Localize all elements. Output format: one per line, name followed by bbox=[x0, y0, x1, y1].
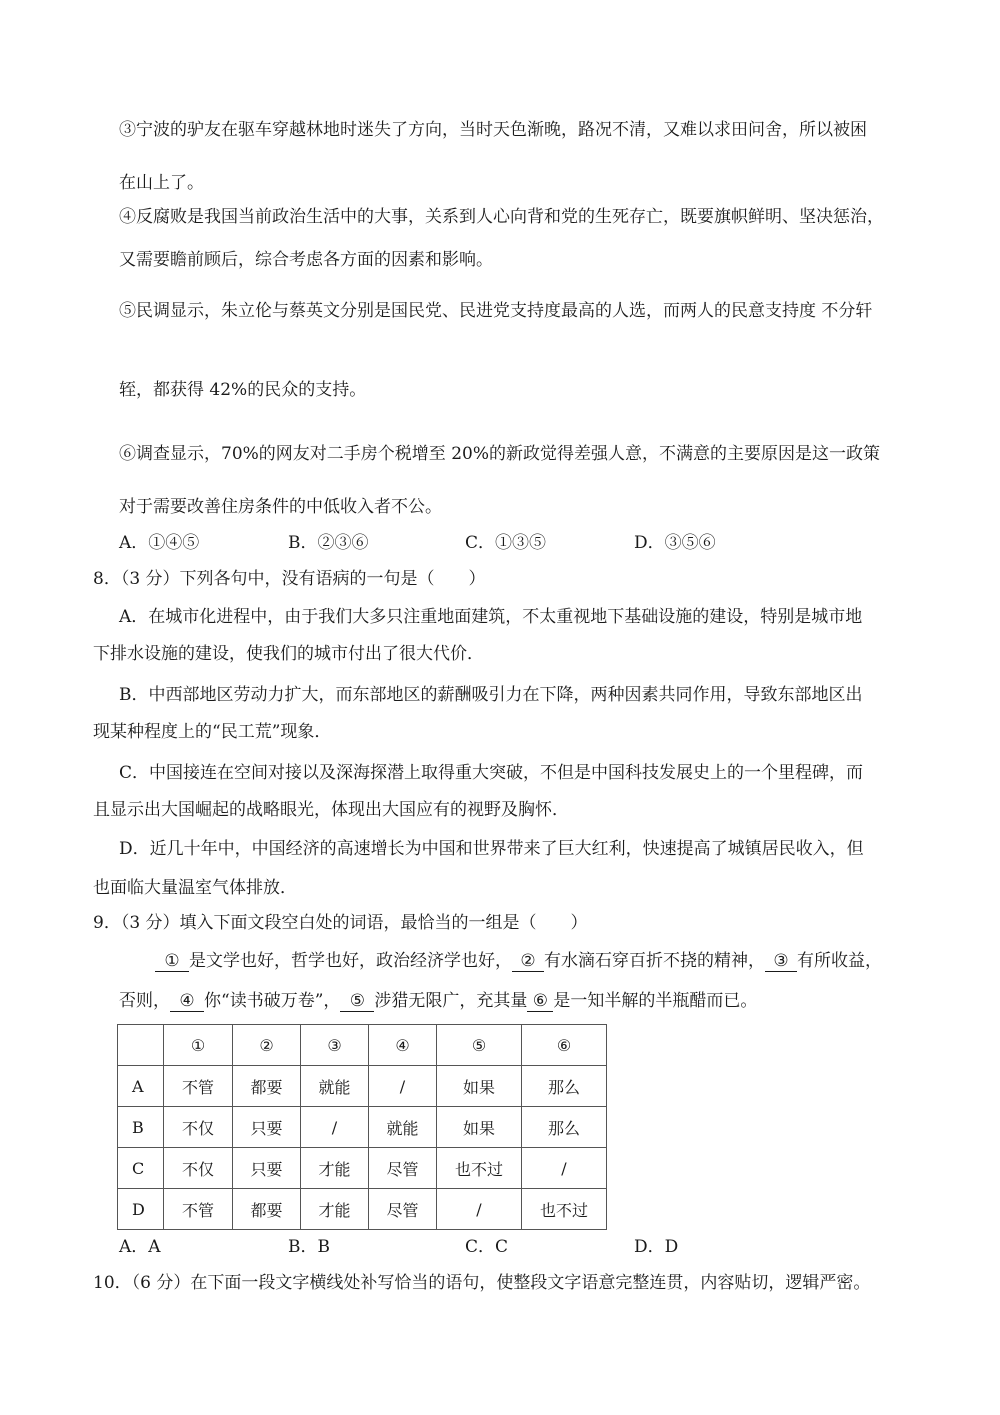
table-header-cell bbox=[118, 1025, 164, 1066]
table-cell: 尽管 bbox=[369, 1148, 437, 1189]
q9-blank-5[interactable]: ⑤ bbox=[340, 991, 374, 1012]
table-cell: 尽管 bbox=[369, 1189, 437, 1230]
q7-item4-line2: 又需要瞻前顾后，综合考虑各方面的因素和影响。 bbox=[119, 250, 493, 270]
q9-passage-text-3: 有所收益， bbox=[797, 951, 882, 971]
q9-blank-4[interactable]: ④ bbox=[170, 991, 204, 1012]
q8-option-b-line1: B．中西部地区劳动力扩大，而东部地区的薪酬吸引力在下降，两种因素共同作用，导致东部地区出 bbox=[119, 685, 863, 705]
q9-passage-text-2: 有水滴石穿百折不挠的精神， bbox=[544, 951, 765, 971]
table-cell: 也不过 bbox=[437, 1148, 522, 1189]
table-cell: 只要 bbox=[233, 1148, 301, 1189]
q9-stem: 9．（3 分）填入下面文段空白处的词语，最恰当的一组是（ ） bbox=[93, 913, 588, 933]
q7-item5-line2: 轾，都获得 42%的民众的支持。 bbox=[119, 380, 367, 400]
q7-item6-line2: 对于需要改善住房条件的中低收入者不公。 bbox=[119, 497, 442, 517]
q8-option-a-line2: 下排水设施的建设，使我们的城市付出了很大代价． bbox=[93, 644, 484, 664]
table-cell: / bbox=[369, 1066, 437, 1107]
q9-passage-text-4: 否则， bbox=[119, 991, 170, 1011]
table-header-row bbox=[118, 1025, 607, 1066]
table-row bbox=[118, 1189, 607, 1230]
table-cell: 都要 bbox=[233, 1189, 301, 1230]
q9-passage-line2 bbox=[119, 990, 757, 1012]
q9-passage-text-5: 你“读书破万卷”， bbox=[204, 991, 341, 1011]
table-cell: 如果 bbox=[437, 1066, 522, 1107]
table-cell: 都要 bbox=[233, 1066, 301, 1107]
q8-stem: 8．（3 分）下列各句中，没有语病的一句是（ ） bbox=[93, 569, 486, 589]
q7-item4-line1: ④反腐败是我国当前政治生活中的大事，关系到人心向背和党的生死存亡，既要旗帜鲜明、坚决惩治， bbox=[119, 207, 884, 227]
table-cell: 才能 bbox=[301, 1148, 369, 1189]
q9-option-c[interactable]: C．C bbox=[465, 1237, 509, 1257]
q9-passage-text-6: 涉猎无限广，充其量 bbox=[374, 991, 528, 1011]
q9-passage-text-7: 是一知半解的半瓶醋而已。 bbox=[553, 991, 758, 1011]
q10-stem: 10．（6 分）在下面一段文字横线处补写恰当的语句，使整段文字语意完整连贯，内容贴切，逻辑严密。 bbox=[93, 1273, 871, 1293]
table-cell: / bbox=[301, 1107, 369, 1148]
table-cell: 不管 bbox=[164, 1189, 233, 1230]
table-cell: 也不过 bbox=[522, 1189, 607, 1230]
table-row bbox=[118, 1107, 607, 1148]
q7-item6-line1: ⑥调查显示，70%的网友对二手房个税增至 20%的新政觉得差强人意，不满意的主要原因是这一政策 bbox=[119, 444, 880, 464]
table-header-cell: ④ bbox=[369, 1025, 437, 1066]
q9-blank-1[interactable]: ① bbox=[155, 951, 189, 972]
table-row bbox=[118, 1066, 607, 1107]
table-cell: 那么 bbox=[522, 1066, 607, 1107]
table-cell: / bbox=[522, 1148, 607, 1189]
table-header-cell: ⑤ bbox=[437, 1025, 522, 1066]
table-cell: 不仅 bbox=[164, 1107, 233, 1148]
q9-blank-3[interactable]: ③ bbox=[765, 951, 797, 972]
table-header-cell: ① bbox=[164, 1025, 233, 1066]
q8-option-d-line1: D．近几十年中，中国经济的高速增长为中国和世界带来了巨大红利，快速提高了城镇居民收入，但 bbox=[119, 839, 864, 859]
table-header-cell: ⑥ bbox=[522, 1025, 607, 1066]
q7-option-b[interactable]: B．②③⑥ bbox=[288, 533, 369, 553]
q9-answer-table bbox=[117, 1024, 607, 1230]
table-cell: 就能 bbox=[301, 1066, 369, 1107]
q7-option-a[interactable]: A．①④⑤ bbox=[119, 533, 200, 553]
table-cell: 那么 bbox=[522, 1107, 607, 1148]
q7-item3-line2: 在山上了。 bbox=[119, 173, 204, 193]
q8-option-d-line2: 也面临大量温室气体排放． bbox=[93, 878, 297, 898]
table-row-label: A bbox=[118, 1066, 164, 1107]
table-cell: / bbox=[437, 1189, 522, 1230]
q9-passage-text-1: 是文学也好，哲学也好，政治经济学也好， bbox=[189, 951, 512, 971]
table-cell: 就能 bbox=[369, 1107, 437, 1148]
table-header-cell: ② bbox=[233, 1025, 301, 1066]
q9-option-b[interactable]: B．B bbox=[288, 1237, 330, 1257]
table-row-label: C bbox=[118, 1148, 164, 1189]
q9-option-d[interactable]: D．D bbox=[634, 1237, 679, 1257]
q8-option-b-line2: 现某种程度上的“民工荒”现象． bbox=[93, 722, 332, 742]
q7-option-c[interactable]: C．①③⑤ bbox=[465, 533, 547, 553]
q9-blank-2[interactable]: ② bbox=[512, 951, 544, 972]
q8-option-c-line1: C．中国接连在空间对接以及深海探潜上取得重大突破，不但是中国科技发展史上的一个里程碑，而 bbox=[119, 763, 864, 783]
table-header-cell: ③ bbox=[301, 1025, 369, 1066]
q9-blank-6[interactable]: ⑥ bbox=[527, 991, 553, 1012]
q8-option-c-line2: 且显示出大国崛起的战略眼光，体现出大国应有的视野及胸怀． bbox=[93, 800, 569, 820]
table-row-label: B bbox=[118, 1107, 164, 1148]
q9-option-a[interactable]: A．A bbox=[119, 1237, 161, 1257]
table-row bbox=[118, 1148, 607, 1189]
q7-item5-line1: ⑤民调显示，朱立伦与蔡英文分别是国民党、民进党支持度最高的人选，而两人的民意支持度 不分轩 bbox=[119, 301, 873, 321]
q9-passage-line1 bbox=[155, 950, 882, 972]
table-cell: 不仅 bbox=[164, 1148, 233, 1189]
q7-option-d[interactable]: D．③⑤⑥ bbox=[634, 533, 716, 553]
table-cell: 只要 bbox=[233, 1107, 301, 1148]
q8-option-a-line1: A．在城市化进程中，由于我们大多只注重地面建筑，不太重视地下基础设施的建设，特别是城市地 bbox=[119, 607, 863, 627]
table-row-label: D bbox=[118, 1189, 164, 1230]
table-cell: 如果 bbox=[437, 1107, 522, 1148]
table-cell: 不管 bbox=[164, 1066, 233, 1107]
table-cell: 才能 bbox=[301, 1189, 369, 1230]
q7-item3-line1: ③宁波的驴友在驱车穿越林地时迷失了方向，当时天色渐晚，路况不清，又难以求田问舍，所以被困 bbox=[119, 120, 867, 140]
